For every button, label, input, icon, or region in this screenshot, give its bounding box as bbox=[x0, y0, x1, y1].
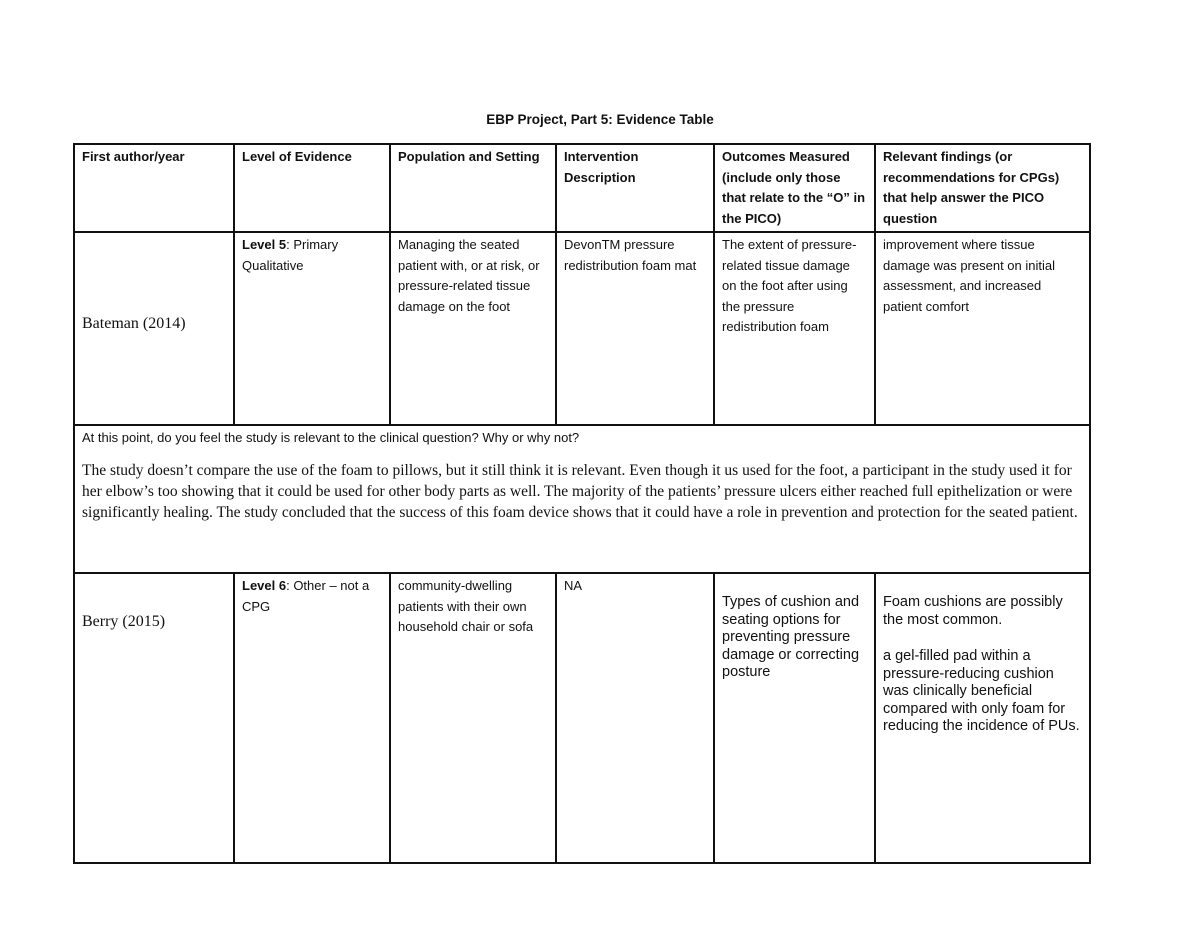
study-findings bbox=[875, 573, 1090, 863]
study-author: Berry (2015) bbox=[74, 573, 234, 863]
header-outcomes: Outcomes Measured (include only those that relate to the “O” in the PICO) bbox=[714, 144, 875, 232]
study-population: Managing the seated patient with, or at risk, or pressure-related tissue damage on the foot bbox=[390, 232, 556, 425]
page-title: EBP Project, Part 5: Evidence Table bbox=[486, 112, 714, 127]
header-first-author: First author/year bbox=[74, 144, 234, 232]
table-row bbox=[74, 232, 1090, 425]
header-population: Population and Setting bbox=[390, 144, 556, 232]
relevance-cell bbox=[74, 425, 1090, 573]
findings-paragraph: a gel-filled pad within a pressure-reducing cushion was clinically beneficial compared with only foam for reducing the incidence of PUs. bbox=[883, 648, 1080, 734]
evidence-table bbox=[73, 143, 1091, 864]
study-author: Bateman (2014) bbox=[74, 232, 234, 425]
level-description: : Primary Qualitative bbox=[242, 237, 339, 273]
study-outcomes: Types of cushion and seating options for preventing pressure damage or correcting posture bbox=[714, 573, 875, 863]
level-description: : Other – not a CPG bbox=[242, 578, 370, 614]
findings-paragraph: Foam cushions are possibly the most common. bbox=[883, 594, 1063, 628]
header-level-of-evidence: Level of Evidence bbox=[234, 144, 390, 232]
study-level bbox=[234, 573, 390, 863]
relevance-answer: The study doesn’t compare the use of the foam to pillows, but it still think it is relevant. Even though it us used for the foot, a participant in the study used it for her elbow’s too showing that it could be used for other body parts as well. The majority of the patients’ pressure ulcers either reached full epithelization or were significantly healing. The study concluded that the success of this foam device shows that it could have a role in prevention and protection for the seated patient. bbox=[82, 462, 1078, 521]
study-intervention: NA bbox=[556, 573, 714, 863]
relevance-question: At this point, do you feel the study is relevant to the clinical question? Why or why not? bbox=[82, 430, 580, 445]
level-label: Level 5 bbox=[242, 237, 287, 252]
relevance-row bbox=[74, 425, 1090, 573]
study-findings: improvement where tissue damage was present on initial assessment, and increased patient comfort bbox=[875, 232, 1090, 425]
level-label: Level 6 bbox=[242, 578, 287, 593]
study-outcomes: The extent of pressure-related tissue damage on the foot after using the pressure redistribution foam bbox=[714, 232, 875, 425]
table-header-row bbox=[74, 144, 1090, 232]
study-population: community-dwelling patients with their own household chair or sofa bbox=[390, 573, 556, 863]
header-findings: Relevant findings (or recommendations for CPGs) that help answer the PICO question bbox=[875, 144, 1090, 232]
study-level bbox=[234, 232, 390, 425]
header-intervention: Intervention Description bbox=[556, 144, 714, 232]
study-intervention: DevonTM pressure redistribution foam mat bbox=[556, 232, 714, 425]
table-row bbox=[74, 573, 1090, 863]
